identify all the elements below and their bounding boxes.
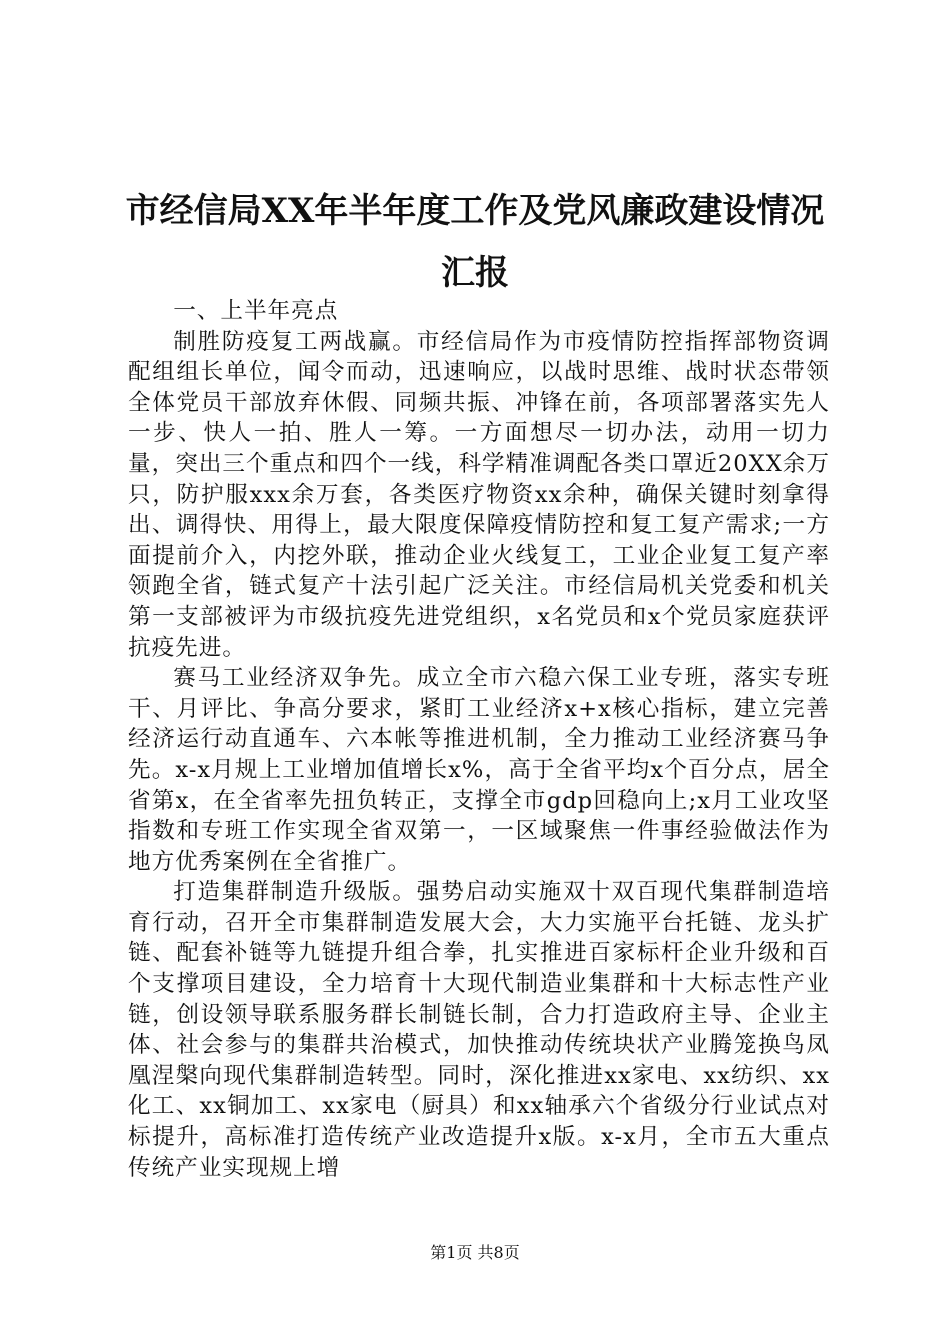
page-number-footer: 第1页 共8页 — [430, 1243, 520, 1262]
paragraph-industrial-economy: 赛马工业经济双争先。成立全市六稳六保工业专班，落实专班干、月评比、争高分要求，紧盯工业经济x+x核心指标，建立完善经济运行动直通车、六本帐等推进机制，全力推动工业经济赛马争先。x-x月规上工业增加值增长x%，高于全省平均x个百分点，居全省第x，在全省率先扭负转正，支撑全市gdp回稳向上;x月工业攻坚指数和专班工作实现全省双第一，一区域聚焦一件事经验做法作为地方优秀案例在全省推广。 — [128, 665, 830, 875]
document-body — [128, 296, 830, 1183]
section-heading: 一、上半年亮点 — [173, 298, 339, 324]
paragraph-epidemic-recovery: 制胜防疫复工两战赢。市经信局作为市疫情防控指挥部物资调配组组长单位，闻令而动，迅速响应，以战时思维、战时状态带领全体党员干部放弃休假、同频共振、冲锋在前，各项部署落实先人一步、快人一拍、胜人一筹。一方面想尽一切办法，动用一切力量，突出三个重点和四个一线，科学精准调配各类口罩近20XX余万只，防护服xxx余万套，各类医疗物资xx余种，确保关键时刻拿得出、调得快、用得上，最大限度保障疫情防控和复工复产需求;一方面提前介入，内挖外联，推动企业火线复工，工业企业复工复产率领跑全省，链式复产十法引起广泛关注。市经信局机关党委和机关第一支部被评为市级抗疫先进党组织，x名党员和x个党员家庭获评抗疫先进。 — [128, 328, 830, 661]
document-title: 市经信局XX年半年度工作及党风廉政建设情况汇报 — [125, 191, 825, 293]
paragraph-cluster-manufacturing: 打造集群制造升级版。强势启动实施双十双百现代集群制造培育行动，召开全市集群制造发展大会，大力实施平台托链、龙头扩链、配套补链等九链提升组合拳，扎实推进百家标杆企业升级和百个支撑项目建设，全力培育十大现代制造业集群和十大标志性产业链，创设领导联系服务群长制链长制，合力打造政府主导、企业主体、社会参与的集群共治模式，加快推动传统块状产业腾笼换鸟凤凰涅槃向现代集群制造转型。同时，深化推进xx家电、xx纺织、xx化工、xx铜加工、xx家电（厨具）和xx轴承六个省级分行业试点对标提升，高标准打造传统产业改造提升x版。x-x月，全市五大重点传统产业实现规上增 — [128, 879, 830, 1181]
